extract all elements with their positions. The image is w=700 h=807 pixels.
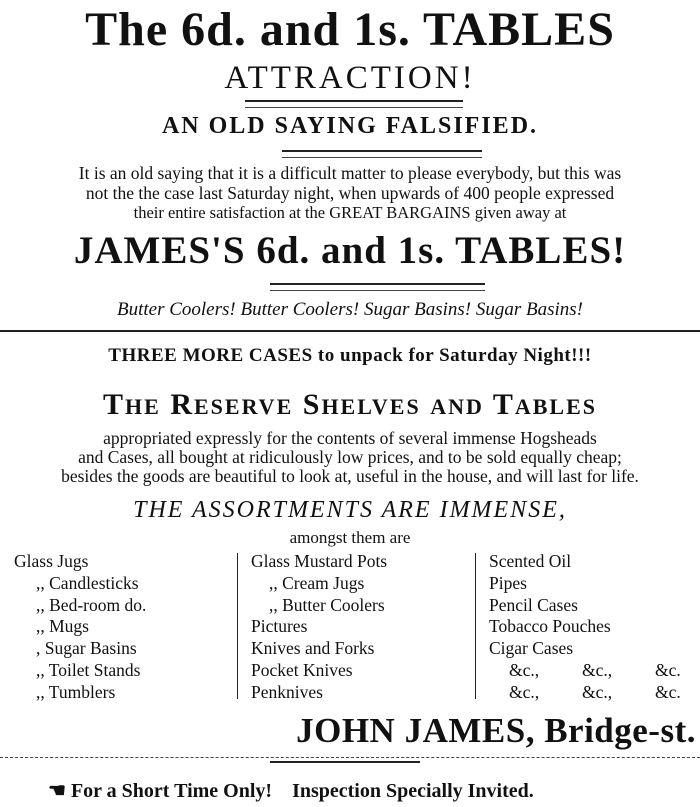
etc-row: &c., &c., &c. xyxy=(509,681,681,702)
amongst-line: amongst them are xyxy=(289,528,411,547)
intro-line-3: their entire satisfaction at the GREAT BARGAINS given away at xyxy=(133,203,567,222)
list-item: ,, Butter Coolers xyxy=(269,594,385,615)
divider xyxy=(245,100,463,108)
intro-line-2: not the the case last Saturday night, when upwards of 400 people expressed xyxy=(85,183,615,203)
list-item: ,, Bed-room do. xyxy=(36,594,147,615)
rule xyxy=(0,330,700,332)
divider xyxy=(282,150,482,158)
assortments-heading: THE ASSORTMENTS ARE IMMENSE, xyxy=(133,497,567,523)
list-item: Tobacco Pouches xyxy=(489,616,611,637)
rule xyxy=(0,757,700,758)
divider xyxy=(270,283,485,291)
headline-title: The 6d. and 1s. TABLES xyxy=(85,3,615,56)
list-item: ,, Cream Jugs xyxy=(269,572,365,593)
list-item: Glass Mustard Pots xyxy=(251,551,388,571)
footer-inspection: Inspection Specially Invited. xyxy=(292,780,534,802)
footer-line xyxy=(48,778,688,803)
list-item: Scented Oil xyxy=(489,551,572,571)
goods-column-2 xyxy=(251,551,387,704)
list-item: Penknives xyxy=(251,681,323,702)
pointing-hand-icon: ☛ xyxy=(48,780,66,802)
list-item: Glass Jugs xyxy=(14,551,89,571)
rule xyxy=(270,761,420,763)
list-item: Knives and Forks xyxy=(251,638,375,659)
intro-line-1: It is an old saying that it is a difficult matter to please everybody, but this was xyxy=(78,163,622,183)
items-line: Butter Coolers! Butter Coolers! Sugar Basins! Sugar Basins! xyxy=(116,299,584,320)
etc-row: &c., &c., &c. xyxy=(509,659,681,680)
list-item: Pencil Cases xyxy=(489,594,578,615)
column-separator xyxy=(237,553,238,699)
list-item: Cigar Cases xyxy=(489,638,574,659)
cases-line: THREE MORE CASES to unpack for Saturday Night!!! xyxy=(108,345,592,366)
big-name: JAMES'S 6d. and 1s. TABLES! xyxy=(73,229,627,272)
desc-line-3: besides the goods are beautiful to look at, useful in the house, and will last for life. xyxy=(61,466,639,486)
reserve-heading: THE RESERVE SHELVES AND TABLES xyxy=(103,388,597,421)
list-item: ,, Candlesticks xyxy=(36,572,139,593)
list-item: ,, Toilet Stands xyxy=(36,659,141,680)
list-item: ,, Tumblers xyxy=(36,681,116,702)
list-item: Pictures xyxy=(251,616,308,637)
goods-column-1 xyxy=(14,551,146,704)
goods-column-3 xyxy=(489,551,681,704)
list-item: Pipes xyxy=(489,572,527,593)
desc-line-2: and Cases, all bought at ridiculously low prices, and to be sold equally cheap; xyxy=(78,447,622,467)
list-item: , Sugar Basins xyxy=(36,638,137,659)
column-separator xyxy=(475,553,476,699)
headline-saying: AN OLD SAYING FALSIFIED. xyxy=(161,113,539,139)
list-item: ,, Mugs xyxy=(36,616,89,637)
headline-attraction: ATTRACTION! xyxy=(224,60,476,96)
signature: JOHN JAMES, Bridge-st. xyxy=(296,711,696,750)
list-item: Pocket Knives xyxy=(251,659,353,680)
footer-short-time: For a Short Time Only! xyxy=(70,780,273,802)
desc-line-1: appropriated expressly for the contents of several immense Hogsheads xyxy=(103,428,597,448)
